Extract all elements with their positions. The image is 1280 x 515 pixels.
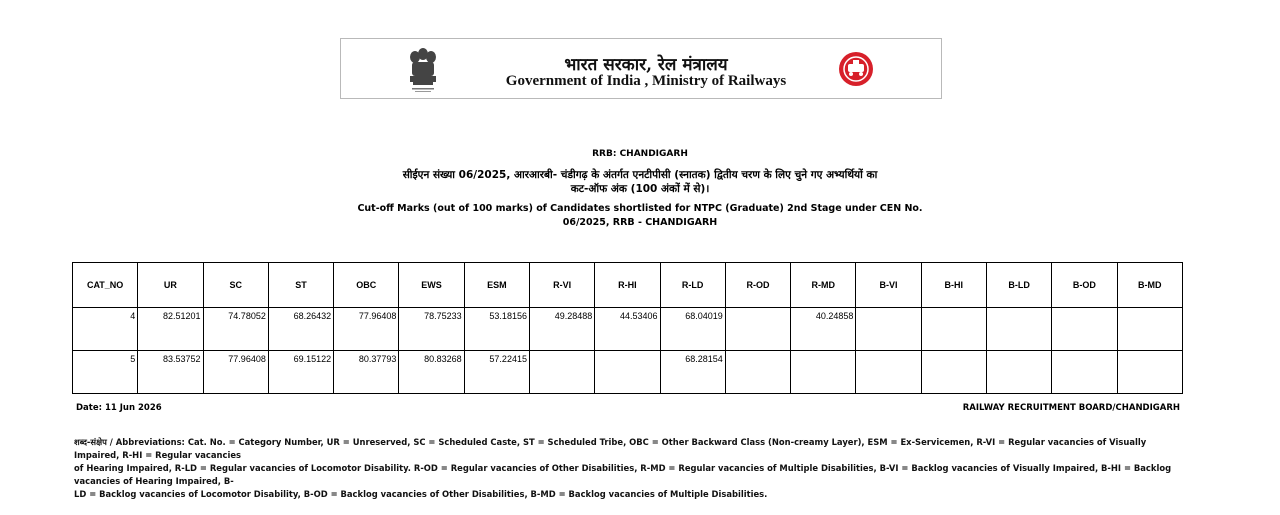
abbrev-line-2: of Hearing Impaired, R-LD = Regular vacancies of Locomotor Disability. R-OD = Regular vacancies of Other Disabilities, R-MD = Regular vacancies of Multiple Disabilities, B-VI = Backlog vacancies of Visually Impaired, B-HI = Backlog vacancies of Hearing Impaired, B- <box>74 463 1172 486</box>
header-sc: SC <box>203 263 268 308</box>
cell-r-od <box>725 308 790 351</box>
cell-st: 68.26432 <box>268 308 333 351</box>
cell-r-od <box>725 351 790 394</box>
cell-r-ld: 68.28154 <box>660 351 725 394</box>
header-hindi: भारत सरकार, रेल मंत्रालय <box>564 55 728 75</box>
cell-b-md <box>1117 351 1183 394</box>
board-signature: RAILWAY RECRUITMENT BOARD/CHANDIGARH <box>962 403 1180 413</box>
header-r-vi: R-VI <box>529 263 594 308</box>
cell-r-hi <box>595 351 660 394</box>
title-english-line1: Cut-off Marks (out of 100 marks) of Candidates shortlisted for NTPC (Graduate) 2nd Stage under CEN No. <box>357 203 923 214</box>
cell-sc: 77.96408 <box>203 351 268 394</box>
cell-r-ld: 68.04019 <box>660 308 725 351</box>
abbrev-line-1: शब्द-संक्षेप / Abbreviations: Cat. No. = Category Number, UR = Unreserved, SC = Scheduled Caste, ST = Scheduled Tribe, OBC = Other Backward Class (Non-creamy Layer), ESM = Ex-Servicemen, R-VI = Regular vacancies of Visually Impaired, R-HI = Regular vacancies <box>74 437 1147 460</box>
table-row <box>73 351 1183 394</box>
header-ur: UR <box>138 263 203 308</box>
header-english: Government of India , Ministry of Railways <box>505 73 787 89</box>
cell-esm: 53.18156 <box>464 308 529 351</box>
cell-ur: 83.53752 <box>138 351 203 394</box>
indian-railways-logo-icon <box>836 51 876 87</box>
header-b-ld: B-LD <box>986 263 1051 308</box>
cutoff-table <box>72 262 1183 394</box>
header-r-ld: R-LD <box>660 263 725 308</box>
cell-obc: 77.96408 <box>334 308 399 351</box>
rrb-title: RRB: CHANDIGARH <box>592 149 688 159</box>
header-ews: EWS <box>399 263 464 308</box>
table-row <box>73 308 1183 351</box>
header-st: ST <box>268 263 333 308</box>
title-hindi-line2: कट-ऑफ अंक (100 अंकों में से)। <box>570 183 710 195</box>
header-cat-no: CAT_NO <box>73 263 138 308</box>
header-b-md: B-MD <box>1117 263 1183 308</box>
cell-b-md <box>1117 308 1183 351</box>
cell-cat-no: 5 <box>73 351 138 394</box>
title-hindi-line1: सीईएन संख्या 06/2025, आरआरबी- चंडीगढ़ के अंतर्गत एनटीपीसी (स्नातक) द्वितीय चरण के लिए चुने गए अभ्यर्थियों का <box>402 169 878 181</box>
cell-sc: 74.78052 <box>203 308 268 351</box>
national-emblem-icon <box>403 44 443 94</box>
cell-ews: 80.83268 <box>399 351 464 394</box>
header-r-md: R-MD <box>791 263 856 308</box>
cell-b-vi <box>856 308 921 351</box>
cell-st: 69.15122 <box>268 351 333 394</box>
header-esm: ESM <box>464 263 529 308</box>
header-b-vi: B-VI <box>856 263 921 308</box>
cell-r-md: 40.24858 <box>791 308 856 351</box>
abbreviations-note <box>74 436 1184 501</box>
cell-b-ld <box>986 351 1051 394</box>
cell-r-md <box>791 351 856 394</box>
cell-b-vi <box>856 351 921 394</box>
cell-obc: 80.37793 <box>334 351 399 394</box>
header-obc: OBC <box>334 263 399 308</box>
cell-ur: 82.51201 <box>138 308 203 351</box>
header-b-od: B-OD <box>1052 263 1117 308</box>
cell-r-vi <box>529 351 594 394</box>
cell-b-hi <box>921 351 986 394</box>
cell-cat-no: 4 <box>73 308 138 351</box>
title-english-line2: 06/2025, RRB - CHANDIGARH <box>562 217 718 228</box>
header-r-hi: R-HI <box>595 263 660 308</box>
cell-b-od <box>1052 351 1117 394</box>
cell-ews: 78.75233 <box>399 308 464 351</box>
cell-r-hi: 44.53406 <box>595 308 660 351</box>
header-r-od: R-OD <box>725 263 790 308</box>
letterhead <box>340 38 942 99</box>
cell-b-od <box>1052 308 1117 351</box>
title-english <box>320 202 960 230</box>
cell-r-vi: 49.28488 <box>529 308 594 351</box>
title-hindi <box>320 168 960 196</box>
table-header-row <box>73 263 1183 308</box>
header-b-hi: B-HI <box>921 263 986 308</box>
date-label: Date: 11 Jun 2026 <box>76 403 162 413</box>
abbrev-line-3: LD = Backlog vacancies of Locomotor Disability, B-OD = Backlog vacancies of Other Disabilities, B-MD = Backlog vacancies of Multiple Disabilities. <box>74 489 768 499</box>
cell-b-hi <box>921 308 986 351</box>
cell-b-ld <box>986 308 1051 351</box>
cell-esm: 57.22415 <box>464 351 529 394</box>
